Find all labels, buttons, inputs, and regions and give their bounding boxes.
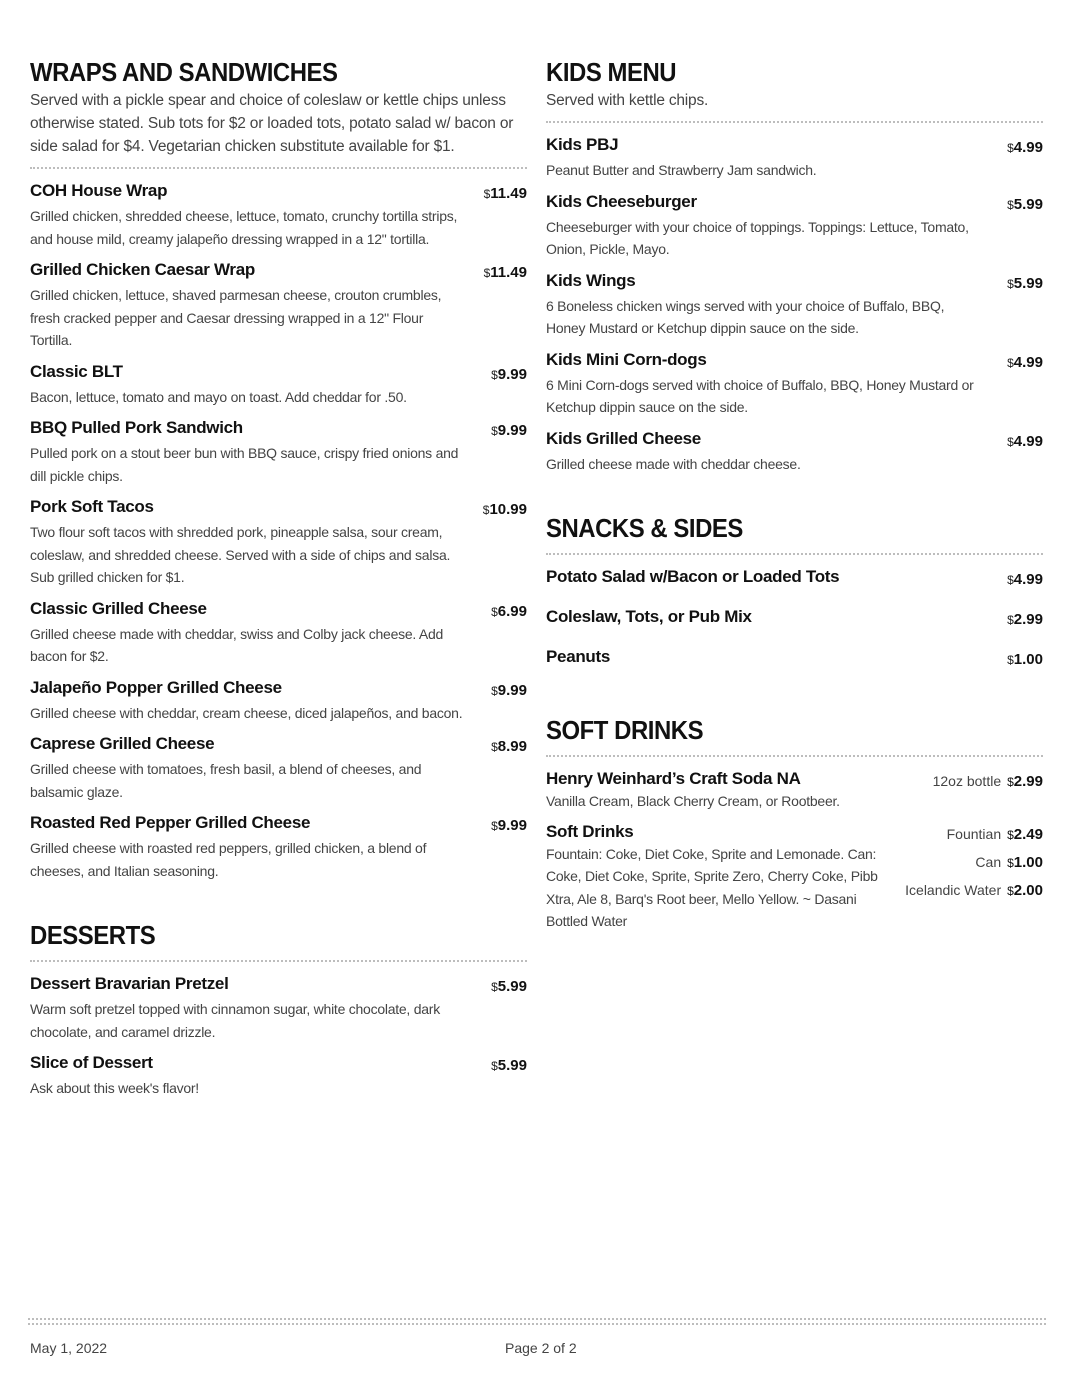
drink-price-row [905,849,1043,877]
menu-item-header [546,566,1043,591]
price-amount: 2.99 [1013,773,1043,790]
currency-symbol: $ [491,424,498,438]
menu-item-header [546,191,1043,216]
wraps-intro: Served with a pickle spear and choice of coleslaw or kettle chips unless otherwise stated. Sub tots for $2 or loaded tots, potato salad w/ bacon or side salad for $4. Vegetarian chicken substitute available for $1. [30,92,514,155]
currency-symbol: $ [482,503,490,517]
price-amount: 8.99 [497,738,527,755]
menu-item-name: Kids Cheeseburger [546,191,697,211]
menu-item-price [1007,270,1043,295]
currency-symbol: $ [491,683,498,698]
kids-section [546,56,1043,475]
menu-item-price [491,598,527,623]
menu-item-price [1007,566,1043,591]
menu-item-description: Grilled cheese made with cheddar cheese. [546,455,801,472]
menu-item-description: Bacon, lettuce, tomato and mayo on toast. Add cheddar for .50. [30,388,407,405]
currency-symbol: $ [491,819,498,833]
currency-symbol: $ [1007,197,1014,212]
kids-list [546,134,1043,475]
desserts-title: DESSERTS [30,920,156,950]
divider [30,960,527,962]
menu-item [30,812,527,882]
price-amount: 11.49 [490,185,527,202]
drink-description: Fountain: Coke, Diet Coke, Sprite and Lemonade. Can: Coke, Diet Coke, Sprite, Sprite Zero, Cherry Coke, Pibb Xtra, Ale 8, Barq's Root beer, Mello Yellow. ~ Dasani Bottled Water [546,845,878,929]
menu-item-name: Classic Grilled Cheese [30,598,207,618]
drinks-section [546,714,1043,933]
drink-prices [933,768,1043,813]
menu-item-price [1007,191,1043,216]
menu-item-name: Roasted Red Pepper Grilled Cheese [30,813,311,832]
drink-price-row [933,768,1043,796]
currency-symbol: $ [1007,434,1014,449]
menu-item [30,733,527,803]
price-amount: 5.99 [497,1057,527,1074]
price-amount: 9.99 [497,681,527,699]
drink-price-row [905,821,1043,849]
menu-item-name: Peanuts [546,647,611,666]
menu-item-header [30,1052,527,1077]
price-amount: 9.99 [497,817,527,834]
drink-prices [905,821,1043,933]
price-amount: 9.99 [497,422,527,439]
menu-item [546,606,1043,631]
menu-item-name: Slice of Dessert [30,1053,153,1072]
price-amount: 5.99 [1013,274,1043,292]
currency-symbol: $ [1007,653,1014,667]
price-amount: 2.00 [1013,881,1043,899]
drinks-list [546,768,1043,933]
drink-size: Fountian [946,825,1002,842]
divider [546,121,1043,123]
kids-title: KIDS MENU [546,57,677,87]
menu-item [30,259,527,352]
menu-item-header [546,270,1043,295]
menu-item [546,349,1043,419]
menu-item-description: Ask about this week's flavor! [30,1080,199,1096]
menu-item [30,598,527,668]
menu-item-price [491,733,527,758]
menu-item-name: Jalapeño Popper Grilled Cheese [30,677,282,697]
menu-item [30,677,527,725]
menu-item-header [30,417,527,442]
wraps-list [30,180,527,882]
menu-item-header [30,812,527,837]
menu-item [30,180,527,250]
currency-symbol: $ [483,266,491,280]
menu-item-description: Grilled chicken, lettuce, shaved parmesan cheese, crouton crumbles, fresh cracked pepper and Caesar dressing wrapped in a 12" Flour Tortilla. [30,287,442,348]
menu-item [546,270,1043,340]
currency-symbol: $ [1007,855,1014,870]
currency-symbol: $ [491,367,498,382]
drink-info [546,768,896,813]
footer-divider [28,1318,1046,1320]
price-amount: 2.99 [1013,611,1043,628]
menu-item [30,496,527,589]
menu-item-header [546,606,1043,631]
menu-item-name: Kids Mini Corn-dogs [546,349,707,369]
menu-item [30,361,527,409]
menu-item-name: Kids Wings [546,270,636,290]
menu-item-price [491,812,527,837]
menu-item-header [546,134,1043,159]
drink-description: Vanilla Cream, Black Cherry Cream, or Rootbeer. [546,793,840,809]
footer-date: May 1, 2022 [30,1340,108,1356]
menu-item-price [491,677,527,702]
menu-item-price [491,1052,527,1077]
price-amount: 5.99 [1013,195,1043,213]
menu-item-description: Grilled cheese made with cheddar, swiss and Colby jack cheese. Add bacon for $2. [30,625,444,664]
kids-intro: Served with kettle chips. [546,92,709,109]
menu-item-header [30,598,527,623]
currency-symbol: $ [491,740,498,754]
menu-item-description: 6 Boneless chicken wings served with your choice of Buffalo, BBQ, Honey Mustard or Ketchup dippin sauce on the side. [546,297,945,336]
currency-symbol: $ [491,980,498,994]
menu-item-description: Grilled cheese with roasted red peppers, grilled chicken, a blend of cheeses, and Italian seasoning. [30,840,427,879]
drink-item [546,821,1043,933]
menu-item-description: Cheeseburger with your choice of toppings. Toppings: Lettuce, Tomato, Onion, Pickle, Mayo. [546,218,969,257]
drinks-title: SOFT DRINKS [546,715,704,745]
menu-item-name: Dessert Bravarian Pretzel [30,974,229,993]
drink-size: 12oz bottle [932,773,1002,789]
price-amount: 6.99 [497,602,527,620]
menu-item [546,134,1043,182]
menu-item-header [30,361,527,386]
menu-item-header [30,733,527,758]
divider [30,167,527,169]
currency-symbol: $ [1007,883,1014,898]
divider [546,755,1043,757]
drink-name: Soft Drinks [546,821,634,841]
menu-item-header [30,496,527,521]
divider [546,553,1043,555]
menu-item-description: Pulled pork on a stout beer bun with BBQ sauce, crispy fried onions and dill pickle chips. [30,445,459,484]
drink-price-row [905,877,1043,905]
price-amount: 10.99 [489,501,527,518]
menu-item-description: Warm soft pretzel topped with cinnamon sugar, white chocolate, dark chocolate, and caramel drizzle. [30,1001,440,1040]
menu-item [546,428,1043,476]
menu-item-header [546,349,1043,374]
menu-item-price [491,361,527,386]
menu-item-name: Caprese Grilled Cheese [30,734,215,753]
drink-size: Icelandic Water [905,881,1002,898]
menu-item-price [484,180,527,205]
menu-item [30,973,527,1043]
currency-symbol: $ [1007,141,1014,155]
price-amount: 4.99 [1013,432,1043,450]
snacks-list [546,566,1043,671]
menu-item-description: Grilled cheese with cheddar, cream cheese, diced jalapeños, and bacon. [30,704,463,721]
menu-item-name: Potato Salad w/Bacon or Loaded Tots [546,567,840,586]
snacks-title: SNACKS & SIDES [546,513,743,543]
wraps-title: WRAPS AND SANDWICHES [30,57,338,87]
menu-item-price [484,259,527,284]
currency-symbol: $ [1007,613,1014,627]
menu-item-name: Classic BLT [30,361,123,381]
menu-item-header [30,973,527,998]
menu-item-price [1007,349,1043,374]
drink-item [546,768,1043,813]
currency-symbol: $ [1007,775,1014,789]
menu-item-name: Pork Soft Tacos [30,497,154,516]
drink-name: Henry Weinhard’s Craft Soda NA [546,769,801,788]
desserts-section [30,919,527,1100]
currency-symbol: $ [491,1059,498,1073]
currency-symbol: $ [483,187,491,201]
price-amount: 4.99 [1013,571,1043,588]
menu-item-header [30,259,527,284]
menu-item-description: Grilled cheese with tomatoes, fresh basil, a blend of cheeses, and balsamic glaze. [30,761,422,800]
price-amount: 11.49 [490,264,527,281]
snacks-section [546,512,1043,671]
menu-item-price [1007,134,1043,159]
currency-symbol: $ [1007,355,1014,370]
footer-divider [28,1323,1046,1325]
price-amount: 4.99 [1013,353,1043,371]
menu-item-header [546,646,1043,671]
desserts-list [30,973,527,1100]
menu-item-header [546,428,1043,453]
currency-symbol: $ [1007,573,1014,587]
menu-item-description: Grilled chicken, shredded cheese, lettuce, tomato, crunchy tortilla strips, and house mild, creamy jalapeño dressing wrapped in a 12" tortilla. [30,208,458,247]
menu-item-description: 6 Mini Corn-dogs served with choice of Buffalo, BBQ, Honey Mustard or Ketchup dippin sauce on the side. [546,376,974,415]
menu-item-name: BBQ Pulled Pork Sandwich [30,418,243,437]
menu-item-price [1007,646,1043,671]
menu-item [546,646,1043,671]
menu-item-header [30,180,527,205]
menu-item-description: Peanut Butter and Strawberry Jam sandwich. [546,162,817,178]
price-amount: 1.00 [1013,651,1043,668]
drink-info [546,821,896,933]
menu-item [30,1052,527,1100]
price-amount: 5.99 [497,978,527,995]
currency-symbol: $ [1007,276,1014,291]
price-amount: 9.99 [497,365,527,383]
currency-symbol: $ [491,604,498,619]
footer-page-number: Page 2 of 2 [505,1340,577,1356]
menu-item-name: Kids Grilled Cheese [546,428,701,448]
drink-size: Can [975,853,1002,870]
price-amount: 4.99 [1013,139,1043,156]
menu-item-name: COH House Wrap [30,181,168,200]
menu-item-price [491,973,527,998]
menu-item-price [483,496,527,521]
menu-item [30,417,527,487]
price-amount: 1.00 [1013,853,1043,871]
menu-item-price [1007,606,1043,631]
wraps-section [30,56,527,882]
menu-item-description: Two flour soft tacos with shredded pork, pineapple salsa, sour cream, coleslaw, and shredded cheese. Served with a side of chips and salsa. Sub grilled chicken for $1. [30,524,451,585]
menu-item-price [491,417,527,442]
right-column [546,56,1043,941]
menu-item [546,566,1043,591]
left-column [30,56,527,1109]
menu-item-name: Grilled Chicken Caesar Wrap [30,260,255,279]
menu-item-name: Kids PBJ [546,135,619,154]
menu-item-header [30,677,527,702]
menu-item [546,191,1043,261]
price-amount: 2.49 [1013,825,1043,843]
menu-item-name: Coleslaw, Tots, or Pub Mix [546,607,752,626]
menu-item-price [1007,428,1043,453]
currency-symbol: $ [1007,827,1014,842]
